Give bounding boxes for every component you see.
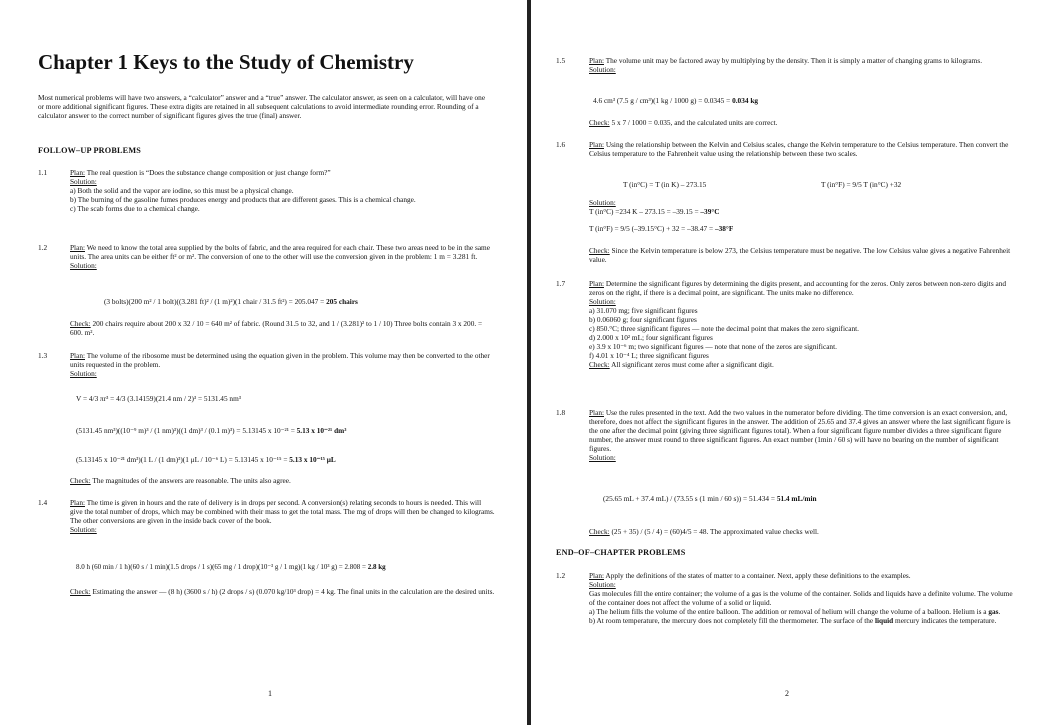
plan-text: The volume of the ribosome must be determined using the equation given in the problem. This volume may then be converted to the other units requested in the problem. [70, 351, 490, 369]
check-text: Estimating the answer — (8 h) (3600 s / h) (2 drops / s) (0.070 kg/10³ drop) = 4 kg. The final units in the calculation are the desired units. [90, 587, 495, 596]
check-1-6 [589, 246, 1019, 264]
check-label: Check: [589, 118, 610, 127]
relation-kelvin-celsius: T (in°C) = T (in K) – 273.15 [623, 180, 707, 189]
equation-text: (25.65 mL + 37.4 mL) / (73.55 s (1 min / 60 s)) = 51.434 = [603, 494, 777, 503]
plan-text: We need to know the total area supplied by the bolts of fabric, and the area required for each chair. These two areas need to be in the same units. The area units can be either ft² or m². The conversion of one to the other will use the conversion given in the problem: 1 m = 3.281 ft. [70, 243, 490, 261]
solution-1-6 [589, 198, 1009, 216]
equation-answer: 205 chairs [326, 297, 358, 306]
equation-1-5 [593, 96, 758, 105]
solution-a: a) 31.070 mg; five significant figures [589, 306, 698, 315]
answer-liquid: liquid [874, 616, 894, 625]
problem-number: 1.7 [556, 279, 566, 288]
check-text: The magnitudes of the answers are reasonable. The units also agree. [90, 476, 291, 485]
equation-answer: 0.034 kg [732, 96, 759, 105]
problem-1-1 [70, 168, 490, 213]
check-label: Check: [70, 587, 91, 596]
check-label: Check: [70, 476, 91, 485]
plan-text: The volume unit may be factored away by multiplying by the density. Then it is simply a matter of changing grams to kilograms. [604, 56, 983, 65]
equation-text: (3 bolts)(200 m² / 1 bolt)((3.281 ft)² / (1 m)²)(1 chair / 31.5 ft²) = 205.047 = [104, 297, 327, 306]
equation-text: 4.6 cm³ (7.5 g / cm³)(1 kg / 1000 g) = 0.0345 = [593, 96, 733, 105]
plan-label: Plan: [589, 408, 604, 417]
solution-b: b) The burning of the gasoline fumes produces energy and products that are different gases. This is a chemical change. [70, 195, 416, 204]
solution-label: Solution: [589, 198, 616, 207]
solution-b-end: mercury indicates the temperature. [893, 616, 997, 625]
equation-1-2 [104, 297, 358, 306]
check-label: Check: [589, 246, 610, 255]
equation-1-8 [603, 494, 817, 503]
page-1 [0, 0, 527, 725]
equation-answer: 2.8 kg [367, 563, 386, 571]
solution-label: Solution: [589, 65, 616, 74]
section-heading-followup: FOLLOW–UP PROBLEMS [38, 146, 141, 155]
problem-number: 1.4 [38, 498, 48, 507]
plan-text: Determine the significant figures by determining the digits present, and accounting for the zeros. Only zeros between non-zero digits and zeros on the right, if there is a decimal point, are significant. The units make no difference. [589, 279, 1007, 297]
problem-1-5 [589, 56, 1009, 74]
solution-b [589, 616, 1019, 625]
problem-number: 1.2 [38, 243, 48, 252]
check-label: Check: [589, 527, 610, 536]
plan-text: The time is given in hours and the rate of delivery is in drops per second. A conversion(s) relating seconds to hours is needed. This will give the total number of drops, which may be combined with their mass to get the total mass. The mg of drops will then be changed to kilograms. The other conversions are given in the inside back cover of the book. [70, 498, 495, 525]
solution-label: Solution: [589, 297, 616, 306]
equation-1-3-ul [76, 455, 336, 464]
problem-1-3 [70, 351, 490, 378]
plan-label: Plan: [70, 168, 85, 177]
problem-number: 1.1 [38, 168, 48, 177]
equation-answer: 5.13 x 10⁻²¹ dm³ [296, 426, 347, 435]
page-number: 2 [785, 689, 789, 698]
problem-number: 1.8 [556, 408, 566, 417]
check-text: 5 x 7 / 1000 = 0.035, and the calculated units are correct. [609, 118, 778, 127]
solution-fahrenheit [589, 224, 733, 233]
check-1-2 [70, 319, 495, 337]
plan-label: Plan: [589, 140, 604, 149]
check-label: Check: [589, 360, 610, 369]
check-1-4 [70, 587, 495, 596]
plan-text: The real question is “Does the substance change composition or just change form?” [85, 168, 331, 177]
check-1-8 [589, 527, 1019, 536]
check-label: Check: [70, 319, 91, 328]
page-2 [531, 0, 1056, 725]
problem-number: 1.6 [556, 140, 566, 149]
check-1-5 [589, 118, 1009, 127]
check-text: (25 + 35) / (5 / 4) = (60)4/5 = 48. The approximated value checks well. [609, 527, 819, 536]
solution-f: f) 4.01 x 10⁻⁴ L; three significant figures [589, 351, 709, 360]
chapter-title: Chapter 1 Keys to the Study of Chemistry [38, 50, 414, 74]
solution-a [589, 607, 1019, 616]
plan-label: Plan: [589, 571, 604, 580]
solution-b-text: b) At room temperature, the mercury does not completely fill the thermometer. The surface of the [589, 616, 875, 625]
problem-number: 1.3 [38, 351, 48, 360]
solution-d: d) 2.000 x 10² mL; four significant figures [589, 333, 713, 342]
intro-paragraph: Most numerical problems will have two answers, a “calculator” answer and a “true” answer. The calculator answer, as seen on a calculator, will have one or more additional significant figures. These extra digits are retained in all subsequent calculations to avoid intermediate rounding error. Rounding of a calculator answer to the correct number of significant figures gives the true (final) answer. [38, 93, 486, 120]
equation-1-4 [76, 563, 386, 572]
solution-a: a) Both the solid and the vapor are iodine, so this must be a physical change. [70, 186, 294, 195]
equation-1-3-dm3 [76, 426, 346, 435]
solution-label: Solution: [589, 580, 616, 589]
page-number: 1 [268, 689, 272, 698]
solution-celsius: T (in°C) =234 K – 273.15 = –39.15 = [589, 207, 701, 216]
problem-1-8 [589, 408, 1019, 462]
solution-fahrenheit-text: T (in°F) = 9/5 (–39.15°C) + 32 = –38.47 = [589, 224, 715, 233]
plan-label: Plan: [70, 498, 85, 507]
problem-1-2-end [589, 571, 1019, 625]
equation-text: 8.0 h (60 min / 1 h)(60 s / 1 min)(1.5 drops / 1 s)(65 mg / 1 drop)(10⁻³ g / 1 mg)(1 kg / 10³ g) = 2.808 = [76, 563, 368, 571]
solution-label: Solution: [70, 525, 97, 534]
section-heading-end-of-chapter: END–OF–CHAPTER PROBLEMS [556, 548, 686, 557]
equation-answer: 51.4 mL/min [776, 494, 817, 503]
problem-1-2 [70, 243, 490, 270]
check-text: Since the Kelvin temperature is below 273, the Celsius temperature must be negative. The low Celsius value gives a negative Fahrenheit value. [589, 246, 1011, 264]
plan-label: Plan: [70, 351, 85, 360]
plan-label: Plan: [70, 243, 85, 252]
plan-label: Plan: [589, 56, 604, 65]
solution-label: Solution: [589, 453, 616, 462]
equation-1-3-volume: V = 4/3 πr³ = 4/3 (3.14159)(21.4 nm / 2)³ = 5131.45 nm³ [76, 394, 241, 403]
solution-label: Solution: [70, 261, 97, 270]
solution-c: c) The scab forms due to a chemical change. [70, 204, 200, 213]
equation-answer: 5.13 x 10⁻¹⁵ μL [289, 455, 336, 464]
answer-celsius: –39°C [700, 207, 720, 216]
problem-1-4 [70, 498, 495, 534]
problem-number: 1.5 [556, 56, 566, 65]
problem-number: 1.2 [556, 571, 566, 580]
problem-1-7 [589, 279, 1019, 369]
answer-fahrenheit: –38°F [714, 224, 734, 233]
answer-gas: gas [988, 607, 999, 616]
plan-text: Apply the definitions of the states of matter to a container. Next, apply these definitions to the examples. [604, 571, 911, 580]
solution-label: Solution: [70, 369, 97, 378]
equation-text: (5131.45 nm³)((10⁻⁹ m)³ / (1 nm)³)((1 dm)³ / (0.1 m)³) = 5.13145 x 10⁻²¹ = [76, 426, 297, 435]
equation-text: (5.13145 x 10⁻²¹ dm³)(1 L / (1 dm)³)(1 μL / 10⁻⁶ L) = 5.13145 x 10⁻¹⁵ = [76, 455, 290, 464]
solution-b: b) 0.06060 g; four significant figures [589, 315, 697, 324]
problem-1-6 [589, 140, 1019, 158]
solution-e: e) 3.9 x 10⁻⁶ m; two significant figures — note that none of the zeros are significant. [589, 342, 837, 351]
plan-text: Using the relationship between the Kelvin and Celsius scales, change the Kelvin temperature to the Celsius temperature. Then convert the Celsius temperature to the Fahrenheit value using the relationship between these two scales. [589, 140, 1009, 158]
check-text: 200 chairs require about 200 x 32 / 10 = 640 m² of fabric. (Round 31.5 to 32, and 1 / (3.281)² to 1 / 10) Three bolts contain 3 x 200. = 600. m². [70, 319, 483, 337]
plan-text: Use the rules presented in the text. Add the two values in the numerator before dividing. The time conversion is an exact conversion, and, therefore, does not affect the significant figures in the answer. The addition of 25.65 and 37.4 gives an answer where the last significant figure is the one after the decimal point (giving three significant figures total). When a four significant figure number divides a three significant figure number, the answer must round to three significant figures. An exact number (1min / 60 s) will have no bearing on the number of significant figures. [589, 408, 1011, 453]
solution-c: c) 850.°C; three significant figures — note the decimal point that makes the zero significant. [589, 324, 859, 333]
relation-celsius-fahrenheit: T (in°F) = 9/5 T (in°C) +32 [821, 180, 902, 189]
plan-label: Plan: [589, 279, 604, 288]
solution-a-end: . [998, 607, 1001, 616]
solution-text: Gas molecules fill the entire container; the volume of a gas is the volume of the container. Solids and liquids have a definite volume. The volume of the container does not affect the volume of a solid or liquid. [589, 589, 1013, 607]
check-1-3 [70, 476, 490, 485]
solution-label: Solution: [70, 177, 97, 186]
check-text: All significant zeros must come after a significant digit. [609, 360, 774, 369]
solution-a-text: a) The helium fills the volume of the entire balloon. The addition or removal of helium will change the volume of a balloon. Helium is a [589, 607, 989, 616]
